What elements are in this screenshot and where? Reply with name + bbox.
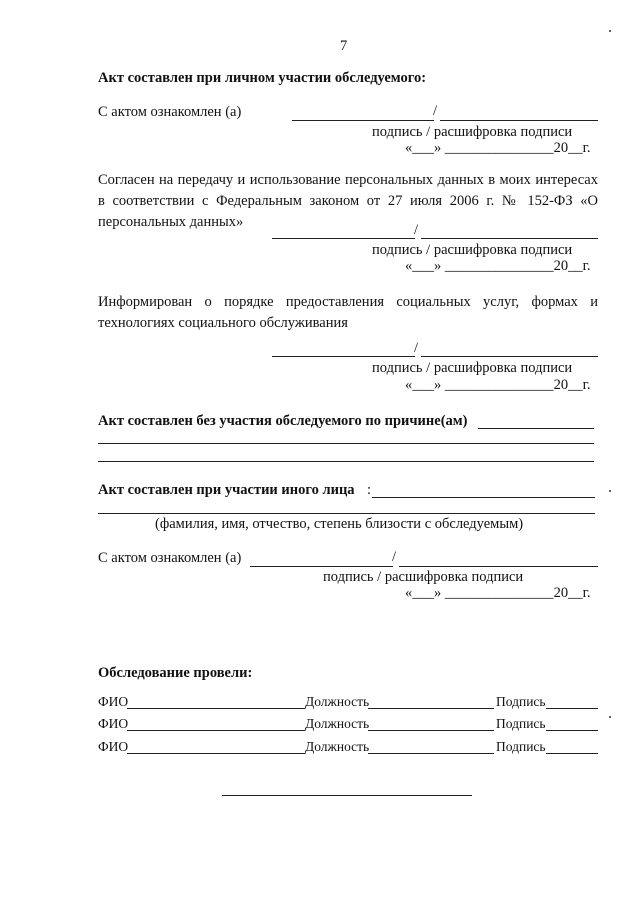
other-person-line[interactable] (98, 513, 595, 514)
fio-label: ФИО (98, 739, 129, 754)
slash-separator: / (433, 103, 438, 119)
section-heading-inspectors: Обследование провели: (98, 665, 253, 681)
slash-separator: / (414, 222, 419, 238)
signature-field-line[interactable] (546, 708, 598, 709)
other-person-caption: (фамилия, имя, отчество, степень близости с обследуемым) (155, 516, 524, 532)
date-line[interactable]: «___» _______________20__г. (405, 258, 591, 274)
signature-label: Подпись (496, 694, 546, 709)
signature-caption: подпись / расшифровка подписи (372, 242, 573, 258)
reason-line[interactable] (98, 461, 594, 462)
section-heading-absent: Акт составлен без участия обследуемого по причине(ам) (98, 413, 468, 429)
position-line[interactable] (368, 730, 494, 731)
date-line[interactable]: «___» _______________20__г. (405, 377, 591, 393)
signature-field-line[interactable] (546, 730, 598, 731)
transcript-line[interactable] (440, 120, 598, 121)
fio-label: ФИО (98, 694, 129, 709)
section-heading-personal: Акт составлен при личном участии обследуемого: (98, 70, 427, 86)
consent-text: Согласен на передачу и использование персональных данных в моих интересах в соответствии с Федеральным законом от 27 июля 2006 г. № 152-ФЗ «О персональных данных» (98, 172, 598, 230)
section-heading-other: Акт составлен при участии иного лица (98, 482, 355, 498)
other-person-line[interactable] (372, 497, 595, 498)
position-line[interactable] (368, 753, 494, 754)
reason-line[interactable] (98, 443, 594, 444)
signature-caption: подпись / расшифровка подписи (372, 360, 573, 376)
signature-line[interactable] (292, 120, 434, 121)
fio-line[interactable] (127, 753, 305, 754)
familiarized-label: С актом ознакомлен (а) (98, 104, 242, 120)
signature-label: Подпись (496, 739, 546, 754)
transcript-line[interactable] (399, 566, 598, 567)
signature-line[interactable] (272, 238, 415, 239)
bottom-divider (222, 795, 472, 796)
signature-caption: подпись / расшифровка подписи (372, 124, 573, 140)
fio-line[interactable] (127, 708, 305, 709)
transcript-line[interactable] (421, 238, 598, 239)
scan-speck (609, 490, 611, 492)
page-number: 7 (340, 38, 348, 54)
date-line[interactable]: «___» _______________20__г. (405, 140, 591, 156)
position-label: Должность (305, 739, 370, 754)
signature-caption: подпись / расшифровка подписи (323, 569, 524, 585)
reason-line[interactable] (478, 428, 594, 429)
signature-label: Подпись (496, 716, 546, 731)
scan-speck (609, 30, 611, 32)
position-line[interactable] (368, 708, 494, 709)
signature-line[interactable] (250, 566, 393, 567)
signature-field-line[interactable] (546, 753, 598, 754)
scan-speck (609, 716, 611, 718)
colon: : (367, 482, 372, 498)
fio-line[interactable] (127, 730, 305, 731)
transcript-line[interactable] (421, 356, 598, 357)
fio-label: ФИО (98, 716, 129, 731)
date-line[interactable]: «___» _______________20__г. (405, 585, 591, 601)
familiarized-label: С актом ознакомлен (а) (98, 550, 242, 566)
slash-separator: / (392, 549, 397, 565)
slash-separator: / (414, 340, 419, 356)
position-label: Должность (305, 716, 370, 731)
signature-line[interactable] (272, 356, 415, 357)
informed-text: Информирован о порядке предоставления социальных услуг, формах и технологиях социального обслуживания (98, 294, 598, 331)
position-label: Должность (305, 694, 370, 709)
